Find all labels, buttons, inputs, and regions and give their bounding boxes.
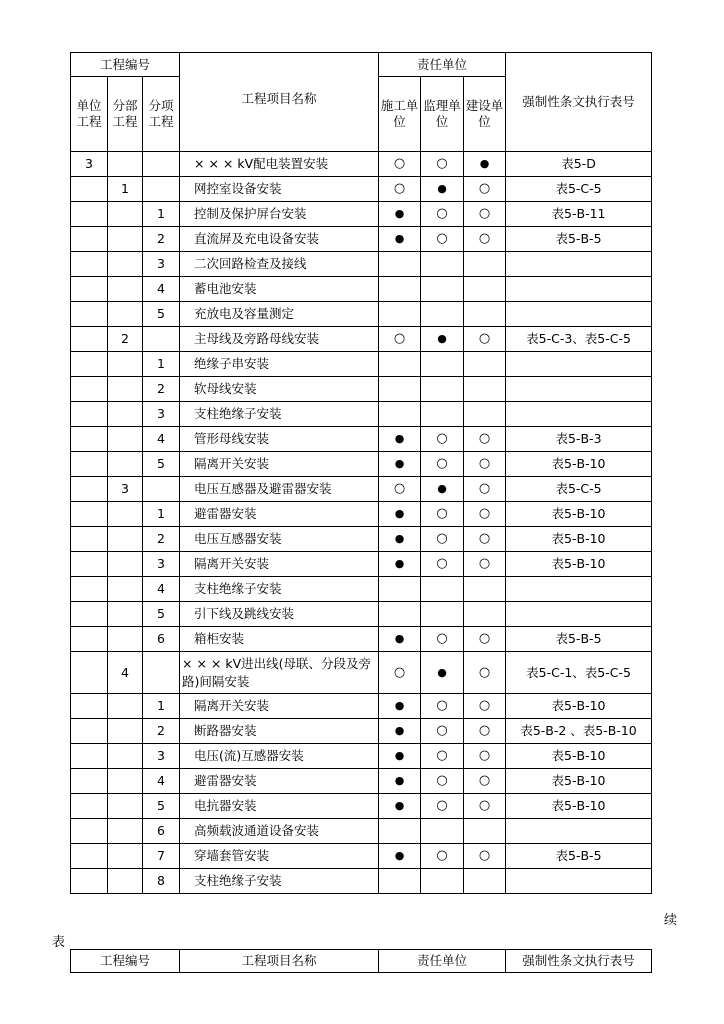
table-row bbox=[71, 452, 652, 477]
project-classification-table bbox=[70, 52, 652, 894]
subdivision-number-cell: 3 bbox=[143, 252, 180, 277]
division-number-cell bbox=[108, 527, 143, 552]
owner-mark-cell: ○ bbox=[464, 202, 506, 227]
construction-mark-cell bbox=[379, 277, 421, 302]
table-row bbox=[71, 844, 652, 869]
supervision-mark-cell bbox=[421, 352, 464, 377]
supervision-mark-cell: ○ bbox=[421, 227, 464, 252]
supervision-mark-cell: ○ bbox=[421, 152, 464, 177]
unit-number-cell bbox=[71, 602, 108, 627]
unit-number-cell bbox=[71, 744, 108, 769]
mandatory-table-cell bbox=[506, 602, 652, 627]
subdivision-number-cell: 4 bbox=[143, 427, 180, 452]
unit-number-cell bbox=[71, 769, 108, 794]
subdivision-number-cell bbox=[143, 652, 180, 694]
subdivision-number-cell: 2 bbox=[143, 377, 180, 402]
unit-number-cell bbox=[71, 402, 108, 427]
item-name-cell: 箱柜安装 bbox=[180, 627, 379, 652]
division-number-cell bbox=[108, 352, 143, 377]
table-row bbox=[71, 769, 652, 794]
supervision-mark-cell: ○ bbox=[421, 452, 464, 477]
supervision-mark-cell bbox=[421, 302, 464, 327]
owner-mark-cell: ○ bbox=[464, 844, 506, 869]
mandatory-table-cell bbox=[506, 869, 652, 894]
unit-number-cell bbox=[71, 869, 108, 894]
supervision-mark-cell: ● bbox=[421, 477, 464, 502]
division-number-cell: 3 bbox=[108, 477, 143, 502]
unit-number-cell bbox=[71, 652, 108, 694]
item-name-cell: 蓄电池安装 bbox=[180, 277, 379, 302]
item-name-cell: 支柱绝缘子安装 bbox=[180, 869, 379, 894]
owner-mark-cell bbox=[464, 819, 506, 844]
unit-number-cell bbox=[71, 694, 108, 719]
division-number-cell bbox=[108, 502, 143, 527]
item-name-cell: 网控室设备安装 bbox=[180, 177, 379, 202]
division-number-cell bbox=[108, 819, 143, 844]
owner-mark-cell bbox=[464, 252, 506, 277]
table-row bbox=[71, 327, 652, 352]
supervision-mark-cell: ○ bbox=[421, 769, 464, 794]
division-number-cell bbox=[108, 552, 143, 577]
subdivision-number-cell: 3 bbox=[143, 552, 180, 577]
footer-item-name: 工程项目名称 bbox=[180, 950, 379, 973]
subdivision-number-cell: 1 bbox=[143, 352, 180, 377]
owner-mark-cell: ○ bbox=[464, 177, 506, 202]
item-name-cell: 隔离开关安装 bbox=[180, 552, 379, 577]
item-name-cell: 软母线安装 bbox=[180, 377, 379, 402]
construction-mark-cell: ● bbox=[379, 502, 421, 527]
supervision-mark-cell: ○ bbox=[421, 427, 464, 452]
unit-number-cell bbox=[71, 844, 108, 869]
subdivision-number-cell: 5 bbox=[143, 794, 180, 819]
unit-number-cell bbox=[71, 719, 108, 744]
supervision-mark-cell: ● bbox=[421, 177, 464, 202]
unit-number-cell bbox=[71, 577, 108, 602]
owner-mark-cell: ○ bbox=[464, 452, 506, 477]
owner-mark-cell: ○ bbox=[464, 769, 506, 794]
header-project-code: 工程编号 bbox=[71, 53, 180, 77]
table-row bbox=[71, 352, 652, 377]
unit-number-cell bbox=[71, 377, 108, 402]
supervision-mark-cell bbox=[421, 602, 464, 627]
unit-number-cell bbox=[71, 819, 108, 844]
supervision-mark-cell: ● bbox=[421, 327, 464, 352]
owner-mark-cell bbox=[464, 602, 506, 627]
subdivision-number-cell: 3 bbox=[143, 744, 180, 769]
mandatory-table-cell: 表5-B-5 bbox=[506, 227, 652, 252]
supervision-mark-cell: ○ bbox=[421, 502, 464, 527]
unit-number-cell: 3 bbox=[71, 152, 108, 177]
subdivision-number-cell: 5 bbox=[143, 302, 180, 327]
table-row bbox=[71, 694, 652, 719]
unit-number-cell bbox=[71, 302, 108, 327]
table-row bbox=[71, 502, 652, 527]
unit-number-cell bbox=[71, 552, 108, 577]
owner-mark-cell: ○ bbox=[464, 502, 506, 527]
supervision-mark-cell: ● bbox=[421, 652, 464, 694]
subdivision-number-cell: 2 bbox=[143, 227, 180, 252]
table-row bbox=[71, 402, 652, 427]
unit-number-cell bbox=[71, 627, 108, 652]
owner-mark-cell: ○ bbox=[464, 719, 506, 744]
table-row bbox=[71, 869, 652, 894]
construction-mark-cell: ○ bbox=[379, 152, 421, 177]
division-number-cell: 2 bbox=[108, 327, 143, 352]
item-name-cell: 二次回路检查及接线 bbox=[180, 252, 379, 277]
construction-mark-cell: ● bbox=[379, 744, 421, 769]
supervision-mark-cell: ○ bbox=[421, 844, 464, 869]
mandatory-table-cell bbox=[506, 377, 652, 402]
construction-mark-cell: ● bbox=[379, 719, 421, 744]
mandatory-table-cell: 表5-B-10 bbox=[506, 552, 652, 577]
mandatory-table-cell bbox=[506, 402, 652, 427]
owner-mark-cell: ○ bbox=[464, 744, 506, 769]
supervision-mark-cell: ○ bbox=[421, 794, 464, 819]
supervision-mark-cell bbox=[421, 377, 464, 402]
supervision-mark-cell: ○ bbox=[421, 744, 464, 769]
division-number-cell bbox=[108, 252, 143, 277]
item-name-cell: 支柱绝缘子安装 bbox=[180, 402, 379, 427]
table-row bbox=[71, 527, 652, 552]
mandatory-table-cell: 表5-B-10 bbox=[506, 769, 652, 794]
division-number-cell bbox=[108, 377, 143, 402]
table-row bbox=[71, 202, 652, 227]
header-sub-division: 分项工程 bbox=[143, 77, 180, 152]
supervision-mark-cell bbox=[421, 402, 464, 427]
item-name-cell: 绝缘子串安装 bbox=[180, 352, 379, 377]
mandatory-table-cell: 表5-B-10 bbox=[506, 527, 652, 552]
construction-mark-cell: ● bbox=[379, 427, 421, 452]
mandatory-table-cell: 表5-B-3 bbox=[506, 427, 652, 452]
mandatory-table-cell: 表5-C-3、表5-C-5 bbox=[506, 327, 652, 352]
mandatory-table-cell: 表5-B-10 bbox=[506, 694, 652, 719]
construction-mark-cell bbox=[379, 302, 421, 327]
mandatory-table-cell: 表5-B-10 bbox=[506, 452, 652, 477]
mandatory-table-cell bbox=[506, 252, 652, 277]
footer-mandatory-table: 强制性条文执行表号 bbox=[506, 950, 652, 973]
table-row bbox=[71, 819, 652, 844]
division-number-cell bbox=[108, 844, 143, 869]
construction-mark-cell bbox=[379, 869, 421, 894]
owner-mark-cell bbox=[464, 577, 506, 602]
supervision-mark-cell: ○ bbox=[421, 527, 464, 552]
item-name-cell: 管形母线安装 bbox=[180, 427, 379, 452]
continued-label: 续 bbox=[664, 913, 678, 928]
item-name-cell: 电抗器安装 bbox=[180, 794, 379, 819]
unit-number-cell bbox=[71, 202, 108, 227]
construction-mark-cell: ○ bbox=[379, 477, 421, 502]
item-name-cell: 高频载波通道设备安装 bbox=[180, 819, 379, 844]
table-row bbox=[71, 602, 652, 627]
construction-mark-cell bbox=[379, 352, 421, 377]
construction-mark-cell bbox=[379, 602, 421, 627]
item-name-cell: 隔离开关安装 bbox=[180, 452, 379, 477]
unit-number-cell bbox=[71, 794, 108, 819]
owner-mark-cell bbox=[464, 377, 506, 402]
table-row bbox=[71, 719, 652, 744]
header-mandatory-table: 强制性条文执行表号 bbox=[506, 53, 652, 152]
owner-mark-cell: ○ bbox=[464, 327, 506, 352]
subdivision-number-cell: 6 bbox=[143, 819, 180, 844]
table-row bbox=[71, 744, 652, 769]
owner-mark-cell bbox=[464, 402, 506, 427]
subdivision-number-cell: 6 bbox=[143, 627, 180, 652]
table-row bbox=[71, 627, 652, 652]
division-number-cell bbox=[108, 452, 143, 477]
division-number-cell bbox=[108, 869, 143, 894]
subdivision-number-cell: 4 bbox=[143, 769, 180, 794]
item-name-cell: × × × kV进出线(母联、分段及旁路)间隔安装 bbox=[180, 652, 379, 694]
item-name-cell: 支柱绝缘子安装 bbox=[180, 577, 379, 602]
table-row bbox=[71, 377, 652, 402]
division-number-cell bbox=[108, 152, 143, 177]
continued-label-table: 表 bbox=[52, 935, 66, 950]
division-number-cell bbox=[108, 427, 143, 452]
unit-number-cell bbox=[71, 252, 108, 277]
subdivision-number-cell: 7 bbox=[143, 844, 180, 869]
construction-mark-cell: ● bbox=[379, 552, 421, 577]
unit-number-cell bbox=[71, 502, 108, 527]
mandatory-table-cell: 表5-B-5 bbox=[506, 844, 652, 869]
table-row bbox=[71, 794, 652, 819]
subdivision-number-cell: 3 bbox=[143, 402, 180, 427]
construction-mark-cell: ○ bbox=[379, 652, 421, 694]
header-item-name: 工程项目名称 bbox=[180, 53, 379, 152]
footer-project-code: 工程编号 bbox=[71, 950, 180, 973]
footer-responsible-unit: 责任单位 bbox=[379, 950, 506, 973]
supervision-mark-cell bbox=[421, 252, 464, 277]
table-row bbox=[71, 252, 652, 277]
table-row bbox=[71, 302, 652, 327]
division-number-cell bbox=[108, 202, 143, 227]
table-row bbox=[71, 227, 652, 252]
header-responsible-unit: 责任单位 bbox=[379, 53, 506, 77]
subdivision-number-cell: 8 bbox=[143, 869, 180, 894]
item-name-cell: 避雷器安装 bbox=[180, 769, 379, 794]
division-number-cell bbox=[108, 302, 143, 327]
division-number-cell: 4 bbox=[108, 652, 143, 694]
supervision-mark-cell bbox=[421, 819, 464, 844]
owner-mark-cell bbox=[464, 302, 506, 327]
mandatory-table-cell bbox=[506, 577, 652, 602]
subdivision-number-cell: 2 bbox=[143, 527, 180, 552]
supervision-mark-cell: ○ bbox=[421, 694, 464, 719]
division-number-cell bbox=[108, 694, 143, 719]
header-unit-project: 单位工程 bbox=[71, 77, 108, 152]
mandatory-table-cell: 表5-B-10 bbox=[506, 794, 652, 819]
item-name-cell: 穿墙套管安装 bbox=[180, 844, 379, 869]
division-number-cell bbox=[108, 602, 143, 627]
mandatory-table-cell bbox=[506, 302, 652, 327]
unit-number-cell bbox=[71, 527, 108, 552]
item-name-cell: 引下线及跳线安装 bbox=[180, 602, 379, 627]
item-name-cell: 主母线及旁路母线安装 bbox=[180, 327, 379, 352]
table-row bbox=[71, 577, 652, 602]
item-name-cell: 电压互感器安装 bbox=[180, 527, 379, 552]
construction-mark-cell: ● bbox=[379, 527, 421, 552]
owner-mark-cell: ○ bbox=[464, 627, 506, 652]
owner-mark-cell bbox=[464, 869, 506, 894]
item-name-cell: 避雷器安装 bbox=[180, 502, 379, 527]
owner-mark-cell: ● bbox=[464, 152, 506, 177]
supervision-mark-cell bbox=[421, 869, 464, 894]
subdivision-number-cell: 4 bbox=[143, 277, 180, 302]
table-row bbox=[71, 477, 652, 502]
construction-mark-cell bbox=[379, 252, 421, 277]
supervision-mark-cell: ○ bbox=[421, 552, 464, 577]
mandatory-table-cell: 表5-B-10 bbox=[506, 502, 652, 527]
header-owner-unit: 建设单位 bbox=[464, 77, 506, 152]
mandatory-table-cell: 表5-B-11 bbox=[506, 202, 652, 227]
item-name-cell: 充放电及容量测定 bbox=[180, 302, 379, 327]
owner-mark-cell: ○ bbox=[464, 694, 506, 719]
unit-number-cell bbox=[71, 352, 108, 377]
table-row bbox=[71, 277, 652, 302]
unit-number-cell bbox=[71, 327, 108, 352]
header-division-project: 分部工程 bbox=[108, 77, 143, 152]
subdivision-number-cell: 1 bbox=[143, 694, 180, 719]
owner-mark-cell: ○ bbox=[464, 652, 506, 694]
construction-mark-cell: ● bbox=[379, 844, 421, 869]
table-row bbox=[71, 652, 652, 694]
item-name-cell: 隔离开关安装 bbox=[180, 694, 379, 719]
supervision-mark-cell: ○ bbox=[421, 202, 464, 227]
construction-mark-cell bbox=[379, 577, 421, 602]
supervision-mark-cell: ○ bbox=[421, 719, 464, 744]
construction-mark-cell: ● bbox=[379, 794, 421, 819]
table-row bbox=[71, 177, 652, 202]
division-number-cell bbox=[108, 769, 143, 794]
subdivision-number-cell: 4 bbox=[143, 577, 180, 602]
mandatory-table-cell: 表5-B-2 、表5-B-10 bbox=[506, 719, 652, 744]
mandatory-table-cell bbox=[506, 277, 652, 302]
owner-mark-cell: ○ bbox=[464, 527, 506, 552]
owner-mark-cell: ○ bbox=[464, 552, 506, 577]
owner-mark-cell: ○ bbox=[464, 227, 506, 252]
construction-mark-cell: ● bbox=[379, 202, 421, 227]
construction-mark-cell: ● bbox=[379, 769, 421, 794]
division-number-cell bbox=[108, 227, 143, 252]
table-row bbox=[71, 552, 652, 577]
subdivision-number-cell bbox=[143, 177, 180, 202]
supervision-mark-cell bbox=[421, 277, 464, 302]
construction-mark-cell: ● bbox=[379, 694, 421, 719]
table-row bbox=[71, 152, 652, 177]
division-number-cell bbox=[108, 277, 143, 302]
item-name-cell: × × × kV配电装置安装 bbox=[180, 152, 379, 177]
construction-mark-cell bbox=[379, 402, 421, 427]
continued-table-header bbox=[70, 949, 652, 973]
construction-mark-cell: ● bbox=[379, 627, 421, 652]
subdivision-number-cell: 1 bbox=[143, 502, 180, 527]
owner-mark-cell bbox=[464, 277, 506, 302]
division-number-cell bbox=[108, 744, 143, 769]
division-number-cell bbox=[108, 627, 143, 652]
table-row bbox=[71, 427, 652, 452]
unit-number-cell bbox=[71, 427, 108, 452]
mandatory-table-cell: 表5-D bbox=[506, 152, 652, 177]
supervision-mark-cell bbox=[421, 577, 464, 602]
item-name-cell: 电压互感器及避雷器安装 bbox=[180, 477, 379, 502]
mandatory-table-cell bbox=[506, 819, 652, 844]
division-number-cell bbox=[108, 577, 143, 602]
owner-mark-cell bbox=[464, 352, 506, 377]
header-supervision-unit: 监理单位 bbox=[421, 77, 464, 152]
owner-mark-cell: ○ bbox=[464, 794, 506, 819]
item-name-cell: 电压(流)互感器安装 bbox=[180, 744, 379, 769]
subdivision-number-cell bbox=[143, 152, 180, 177]
division-number-cell bbox=[108, 794, 143, 819]
mandatory-table-cell: 表5-B-10 bbox=[506, 744, 652, 769]
construction-mark-cell: ● bbox=[379, 452, 421, 477]
supervision-mark-cell: ○ bbox=[421, 627, 464, 652]
item-name-cell: 断路器安装 bbox=[180, 719, 379, 744]
subdivision-number-cell: 5 bbox=[143, 452, 180, 477]
unit-number-cell bbox=[71, 177, 108, 202]
mandatory-table-cell: 表5-C-5 bbox=[506, 177, 652, 202]
construction-mark-cell: ○ bbox=[379, 327, 421, 352]
division-number-cell bbox=[108, 402, 143, 427]
unit-number-cell bbox=[71, 227, 108, 252]
mandatory-table-cell: 表5-B-5 bbox=[506, 627, 652, 652]
owner-mark-cell: ○ bbox=[464, 427, 506, 452]
unit-number-cell bbox=[71, 277, 108, 302]
header-construction-unit: 施工单位 bbox=[379, 77, 421, 152]
subdivision-number-cell: 2 bbox=[143, 719, 180, 744]
subdivision-number-cell: 5 bbox=[143, 602, 180, 627]
division-number-cell: 1 bbox=[108, 177, 143, 202]
construction-mark-cell: ● bbox=[379, 227, 421, 252]
mandatory-table-cell: 表5-C-1、表5-C-5 bbox=[506, 652, 652, 694]
mandatory-table-cell bbox=[506, 352, 652, 377]
division-number-cell bbox=[108, 719, 143, 744]
item-name-cell: 直流屏及充电设备安装 bbox=[180, 227, 379, 252]
subdivision-number-cell bbox=[143, 477, 180, 502]
construction-mark-cell bbox=[379, 819, 421, 844]
unit-number-cell bbox=[71, 452, 108, 477]
subdivision-number-cell bbox=[143, 327, 180, 352]
construction-mark-cell bbox=[379, 377, 421, 402]
construction-mark-cell: ○ bbox=[379, 177, 421, 202]
unit-number-cell bbox=[71, 477, 108, 502]
owner-mark-cell: ○ bbox=[464, 477, 506, 502]
subdivision-number-cell: 1 bbox=[143, 202, 180, 227]
item-name-cell: 控制及保护屏台安装 bbox=[180, 202, 379, 227]
mandatory-table-cell: 表5-C-5 bbox=[506, 477, 652, 502]
